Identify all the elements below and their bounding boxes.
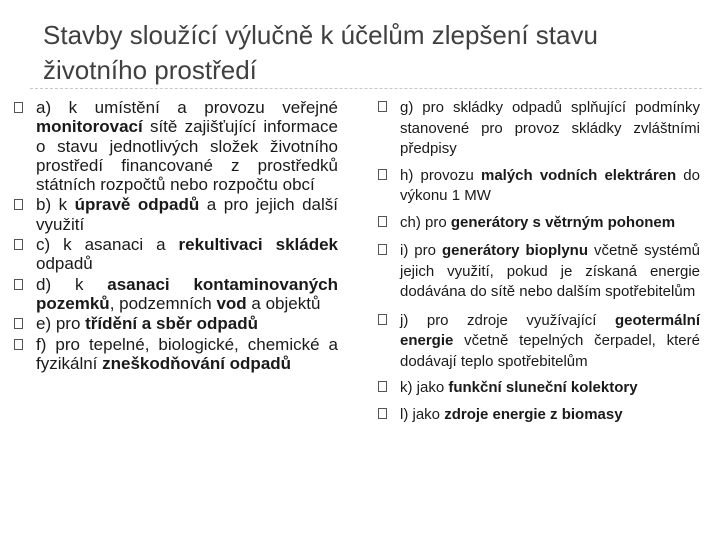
- bold-text: geotermální energie: [400, 311, 700, 349]
- slide-title: Stavby sloužící výlučně k účelům zlepšení stavu životního prostředí: [43, 20, 598, 85]
- right-bullet-list: [378, 98, 700, 425]
- bullet-box-icon: [378, 216, 387, 227]
- bold-text: úpravě odpadů: [74, 195, 200, 215]
- bullet-box-icon: [14, 102, 23, 113]
- list-item: [14, 335, 338, 374]
- item-text: včetně systémů jejich využití, pokud je získaná energie dodávána do sítě nebo dalším spotřebitelům: [400, 242, 701, 300]
- bold-text: třídění a sběr odpadů: [85, 314, 258, 334]
- item-text: , podzemních: [109, 293, 217, 313]
- bullet-box-icon: [378, 314, 387, 325]
- list-item: [378, 405, 700, 426]
- item-text: d) k: [36, 274, 108, 294]
- item-text: f) pro tepelné, biologické, chemické a fyzikální: [36, 334, 338, 373]
- item-text: ch) pro: [400, 213, 451, 231]
- bold-text: zneškodňování odpadů: [102, 353, 292, 373]
- item-text: a objektů: [246, 293, 321, 313]
- item-text: k) jako: [400, 379, 449, 396]
- item-text: odpadů: [36, 254, 93, 274]
- bullet-box-icon: [14, 239, 23, 250]
- bullet-box-icon: [14, 318, 23, 329]
- list-item: [378, 213, 700, 234]
- bullet-box-icon: [378, 408, 387, 419]
- bullet-box-icon: [378, 381, 387, 392]
- bold-text: generátory s větrným pohonem: [450, 213, 676, 231]
- item-text: g) pro skládky odpadů splňující podmínky stanovené pro provoz skládky zvláštními předpisy: [400, 99, 700, 157]
- bold-text: vod: [216, 293, 247, 313]
- bold-text: zdroje energie z biomasy: [444, 405, 623, 423]
- item-text: včetně tepelných čerpadel, které dodávají teplo spotřebitelům: [400, 332, 700, 370]
- bullet-box-icon: [14, 199, 23, 210]
- item-text: e) pro: [36, 314, 86, 334]
- bullet-box-icon: [378, 169, 387, 180]
- bold-text: malých vodních elektráren: [480, 166, 677, 184]
- list-item: [14, 98, 338, 194]
- title-divider: [30, 88, 702, 89]
- bullet-box-icon: [14, 339, 23, 350]
- item-text: b) k: [36, 195, 75, 215]
- item-text: sítě zajišťující informace o stavu jednotlivých složek životního prostředí financované z prostředků státních rozpočtů nebo rozpočtu obcí: [36, 117, 338, 195]
- list-item: [14, 275, 338, 314]
- bold-text: asanaci kontaminovaných pozemků: [36, 274, 339, 313]
- list-item: [14, 314, 338, 333]
- item-text: i) pro: [400, 242, 442, 259]
- bullet-box-icon: [14, 279, 23, 290]
- item-text: a pro jejich další využití: [36, 195, 338, 234]
- left-bullet-list: [14, 98, 338, 374]
- list-item: [378, 311, 700, 373]
- item-text: h) provozu: [400, 166, 481, 184]
- item-text: l) jako: [400, 405, 445, 423]
- list-item: [378, 98, 700, 160]
- bold-text: generátory bioplynu: [441, 242, 588, 259]
- bold-text: monitorovací: [36, 117, 143, 137]
- bullet-box-icon: [378, 101, 387, 112]
- item-text: j) pro zdroje využívající: [400, 311, 615, 329]
- bold-text: funkční sluneční kolektory: [448, 379, 638, 396]
- item-text: do výkonu 1 MW: [400, 166, 700, 204]
- item-text: c) k asanaci a: [36, 235, 179, 255]
- list-item: [378, 241, 700, 303]
- bullet-box-icon: [378, 244, 387, 255]
- list-item: [378, 166, 700, 207]
- list-item: [14, 235, 338, 274]
- list-item: [378, 378, 700, 399]
- item-text: a) k umístění a provozu veřejné: [36, 98, 338, 117]
- bold-text: rekultivaci skládek: [178, 235, 338, 255]
- list-item: [14, 195, 338, 234]
